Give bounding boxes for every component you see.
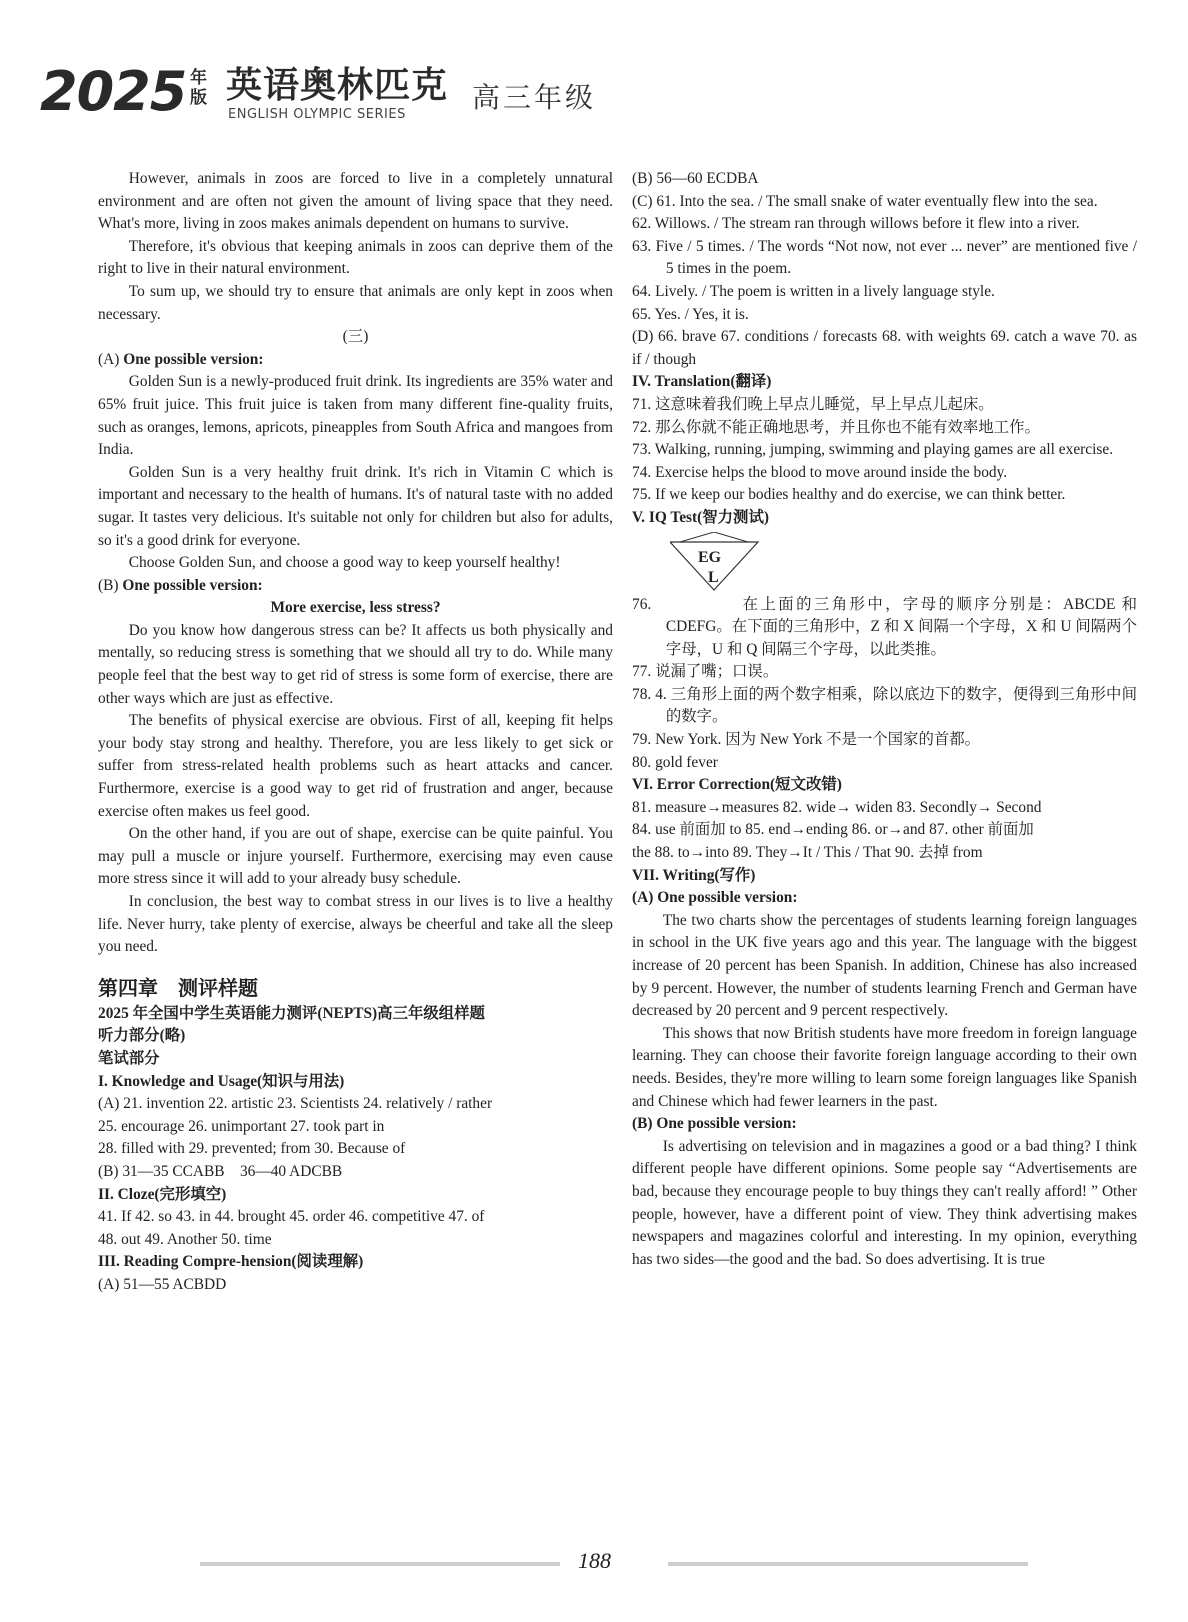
paragraph: On the other hand, if you are out of shape, exercise can be quite painful. You may pull a muscle or injure yourself. Furthermore, exercising may even cause more stress since it will add to your already busy schedule. <box>98 825 613 888</box>
listening-section: 听力部分(略) <box>98 1027 186 1045</box>
answer-line: the 88. to→into 89. They→It / This / That 90. 去掉 from <box>632 844 983 862</box>
paragraph: This shows that now British students have more freedom in foreign language learning. They can choose their favorite foreign language according to their own needs. Besides, they're more willing to learn some foreign languages like Spanish and Chinese which had fewer learners in the past. <box>632 1024 1137 1110</box>
version-title: One possible version: <box>122 576 263 594</box>
triangle-apex-line <box>680 532 714 542</box>
answer-line: 79. New York. 因为 New York 不是一个国家的首都。 <box>632 731 981 749</box>
version-heading <box>98 575 613 598</box>
version-heading: (B) One possible version: <box>632 1115 797 1133</box>
triangle-apex-line <box>714 532 748 542</box>
section-heading: II. Cloze(完形填空) <box>98 1185 227 1203</box>
triangle-top-letters: EG <box>698 548 722 566</box>
answer-line: (B) 31—35 CCABB 36—40 ADCBB <box>98 1162 343 1180</box>
triangle-figure <box>632 532 1137 594</box>
answer-line: 73. Walking, running, jumping, swimming and playing games are all exercise. <box>632 441 1114 459</box>
answer-line: (A) 21. invention 22. artistic 23. Scientists 24. relatively / rather <box>98 1095 493 1113</box>
footer-rule-left <box>200 1562 560 1566</box>
answer-line: (C) 61. Into the sea. / The small snake of water eventually flew into the sea. <box>632 192 1098 210</box>
answer-line: (D) 66. brave 67. conditions / forecasts 68. with weights 69. catch a wave 70. as if / though <box>632 328 1137 368</box>
answer-line: 84. use 前面加 to 85. end→ending 86. or→and 87. other 前面加 <box>632 821 1034 839</box>
left-column <box>98 168 613 1297</box>
paragraph: Choose Golden Sun, and choose a good way to keep yourself healthy! <box>128 554 561 572</box>
paragraph: The two charts show the percentages of students learning foreign languages in school in the UK five years ago and this year. The language with the biggest increase of 20 percent has been Spanish. In addition, Chinese has also increased by 9 percent. However, the number of students learning French and German have decreased by 20 percent and 9 percent respectively. <box>632 911 1137 1020</box>
header-edition: 年版 <box>190 68 207 108</box>
answer-line: 63. Five / 5 times. / The words “Not now, not ever ... never” are mentioned five / 5 times in the poem. <box>632 237 1137 278</box>
section-heading: VII. Writing(写作) <box>632 866 756 884</box>
answer-line: 65. Yes. / Yes, it is. <box>632 305 749 323</box>
page-footer <box>0 1548 1188 1578</box>
answer-line: 75. If we keep our bodies healthy and do exercise, we can think better. <box>632 486 1066 504</box>
answer-line: 62. Willows. / The stream ran through willows before it flew into a river. <box>632 215 1080 233</box>
version-label: (B) <box>98 576 119 594</box>
paragraph: Therefore, it's obvious that keeping animals in zoos can deprive them of the right to live in their natural environment. <box>98 237 613 278</box>
answer-line: 80. gold fever <box>632 753 718 771</box>
paragraph: Do you know how dangerous stress can be? It affects us both physically and mentally, so reducing stress is something that we should all try to do. While many people feel that the best way to get rid of stress is some form of exercise, there are other ways which are just as effective. <box>98 621 613 707</box>
page-number: 188 <box>578 1548 611 1573</box>
answer-line: 48. out 49. Another 50. time <box>98 1230 272 1248</box>
section-heading: V. IQ Test(智力测试) <box>632 508 769 526</box>
header-year: 2025 <box>40 60 187 123</box>
essay-title: More exercise, less stress? <box>270 599 441 617</box>
answer-line: (A) 51—55 ACBDD <box>98 1275 227 1293</box>
paragraph: However, animals in zoos are forced to live in a completely unnatural environment and are often not given the amount of living space that they need. What's more, living in zoos makes animals dependent on humans to survive. <box>98 170 613 233</box>
answer-line: 76. 在上面的三角形中，字母的顺序分别是：ABCDE 和 CDEFG。在下面的三角形中，Z 和 X 间隔一个字母，X 和 U 间隔两个字母，U 和 Q 间隔三个字母，以此类推。 <box>632 595 1137 658</box>
version-label: (A) <box>98 350 120 368</box>
written-section: 笔试部分 <box>98 1049 160 1067</box>
paragraph: Is advertising on television and in magazines a good or a bad thing? I think different people have different opinions. Some people say “Advertisements are bad, because they encourage people to buy things they can't really afford! ” Other people, however, have a different point of view. They think advertising makes newspapers and magazines colorful and interesting. In my opinion, everything has two sides—the good and the bad. So does advertising. It is true <box>632 1137 1137 1268</box>
right-column <box>632 168 1137 1271</box>
paragraph: In conclusion, the best way to combat stress in our lives is to live a healthy life. Never hurry, take plenty of exercise, always be cheerful and take all the sleep you need. <box>98 893 613 956</box>
answer-line: 28. filled with 29. prevented; from 30. Because of <box>98 1140 406 1158</box>
grade-label: 高三年级 <box>472 81 597 114</box>
version-heading <box>98 349 613 372</box>
footer-rule-right <box>668 1562 1028 1566</box>
part-heading: (三) <box>342 328 369 346</box>
section-heading: VI. Error Correction(短文改错) <box>632 776 842 794</box>
paragraph: Golden Sun is a very healthy fruit drink. It's rich in Vitamin C which is important and necessary to the health of humans. It's of natural taste with no added sugar. It tastes very delicious. It's suitable not only for children but also for adults, so it's a good drink for everyone. <box>98 463 613 549</box>
version-title: One possible version: <box>123 350 264 368</box>
paragraph: To sum up, we should try to ensure that animals are only kept in zoos when necessary. <box>98 282 613 323</box>
answer-line: 64. Lively. / The poem is written in a lively language style. <box>632 282 995 300</box>
answer-line: 71. 这意味着我们晚上早点儿睡觉，早上早点儿起床。 <box>632 395 994 413</box>
answer-line: 78. 4. 三角形上面的两个数字相乘，除以底边下的数字，便得到三角形中间的数字。 <box>632 685 1137 726</box>
section-heading: IV. Translation(翻译) <box>632 373 772 391</box>
answer-line: 81. measure→measures 82. wide→ widen 83. Secondly→ Second <box>632 798 1042 816</box>
paragraph: The benefits of physical exercise are obvious. First of all, keeping fit helps your body stay strong and healthy. Therefore, you are less likely to get sick or suffer from stress-related health problems such as heart attacks and cancer. Furthermore, exercise is a good way to get rid of frustration and anger, because exercise often makes us feel good. <box>98 712 613 820</box>
triangle-bottom-letter: L <box>708 568 719 586</box>
answer-line: 77. 说漏了嘴；口误。 <box>632 663 779 681</box>
answer-line: 72. 那么你就不能正确地思考，并且你也不能有效率地工作。 <box>632 418 1040 436</box>
section-heading: III. Reading Compre-hension(阅读理解) <box>98 1253 364 1271</box>
series-title-en: ENGLISH OLYMPIC SERIES <box>228 107 406 122</box>
triangle-diagram <box>670 532 760 594</box>
series-title-cn: 英语奥林匹克 <box>226 65 449 106</box>
answer-line: (B) 56—60 ECDBA <box>632 170 759 187</box>
chapter-title: 第四章 测评样题 <box>98 975 258 1000</box>
book-header <box>40 62 740 132</box>
answer-line: 25. encourage 26. unimportant 27. took part in <box>98 1117 385 1135</box>
answer-line: 41. If 42. so 43. in 44. brought 45. order 46. competitive 47. of <box>98 1208 485 1226</box>
section-heading: I. Knowledge and Usage(知识与用法) <box>98 1072 345 1090</box>
answer-line: 74. Exercise helps the blood to move around inside the body. <box>632 463 1008 481</box>
version-heading: (A) One possible version: <box>632 889 798 907</box>
paragraph: Golden Sun is a newly-produced fruit drink. Its ingredients are 35% water and 65% fruit juice. This fruit juice is taken from many different fine-quality fruits, such as oranges, lemons, apricots, pineapples from South Africa and mangoes from India. <box>98 373 613 459</box>
contest-title: 2025 年全国中学生英语能力测评(NEPTS)高三年级组样题 <box>98 1004 485 1022</box>
